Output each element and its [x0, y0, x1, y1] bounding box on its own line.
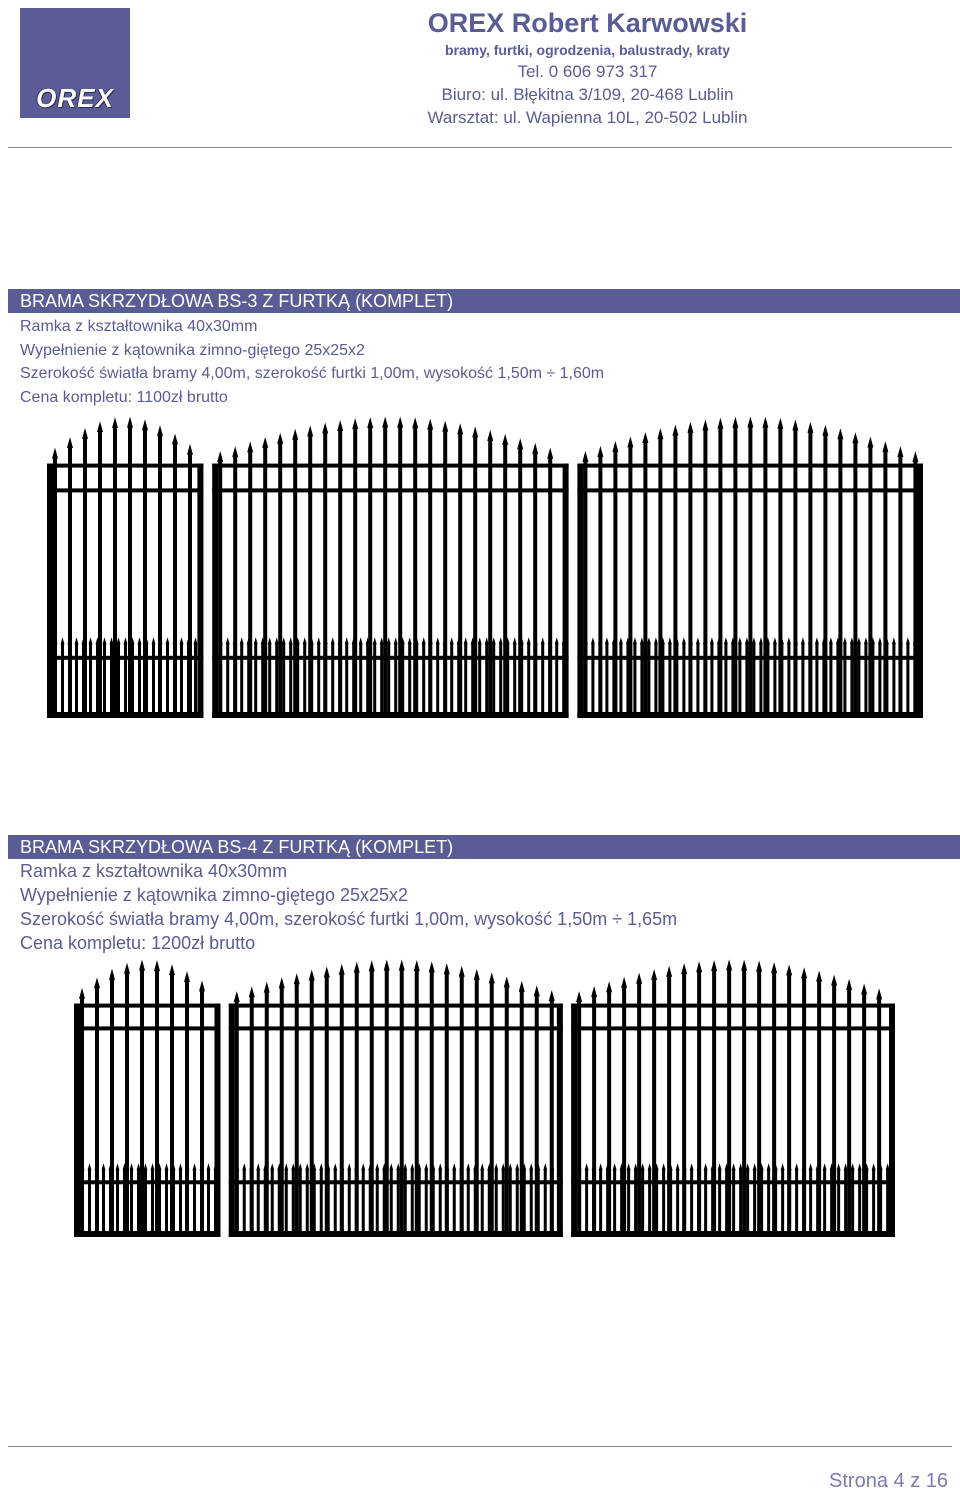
- product-price: Cena kompletu: 1200zł brutto: [20, 933, 256, 953]
- company-header: [300, 6, 875, 129]
- gate-leaf: [229, 959, 563, 1237]
- product-dimensions-spec: Szerokość światła bramy 4,00m, szerokość furtki 1,00m, wysokość 1,50m ÷ 1,60m: [20, 365, 605, 382]
- logo-wordmark: OREX: [36, 83, 114, 113]
- gate-leaf: [212, 416, 568, 718]
- company-phone: Tel. 0 606 973 317: [517, 62, 658, 81]
- footer-divider: [8, 1446, 952, 1447]
- page-number: Strona 4 z 16: [829, 1470, 948, 1492]
- product-dimensions-spec: Szerokość światła bramy 4,00m, szerokość furtki 1,00m, wysokość 1,50m ÷ 1,65m: [20, 909, 678, 929]
- product-price: Cena kompletu: 1100zł brutto: [20, 388, 228, 406]
- company-tagline: bramy, furtki, ogrodzenia, balustrady, kraty: [445, 42, 730, 58]
- company-office-address: Biuro: ul. Błękitna 3/109, 20-468 Lublin: [441, 85, 734, 104]
- gate-drawing-bs4: [72, 958, 897, 1243]
- product-filling-spec: Wypełnienie z kątownika zimno-giętego 25x25x2: [20, 885, 409, 905]
- gate-leaf: [577, 416, 923, 718]
- company-name: OREX Robert Karwowski: [427, 8, 748, 38]
- product-frame-spec: Ramka z kształtownika 40x30mm: [20, 318, 258, 335]
- company-logo: [20, 8, 130, 118]
- header-divider: [8, 147, 952, 148]
- gate-leaf: [47, 417, 203, 718]
- product-frame-spec: Ramka z kształtownika 40x30mm: [20, 861, 288, 881]
- gate-drawing-bs3: [45, 414, 925, 724]
- product-title: BRAMA SKRZYDŁOWA BS-3 Z FURTKĄ (KOMPLET): [20, 291, 454, 311]
- product-filling-spec: Wypełnienie z kątownika zimno-giętego 25x25x2: [20, 341, 365, 359]
- company-workshop-address: Warsztat: ul. Wapienna 10L, 20-502 Lublin: [427, 108, 748, 127]
- gate-leaf: [74, 960, 221, 1237]
- product-title: BRAMA SKRZYDŁOWA BS-4 Z FURTKĄ (KOMPLET): [20, 837, 454, 857]
- gate-leaf: [571, 959, 895, 1237]
